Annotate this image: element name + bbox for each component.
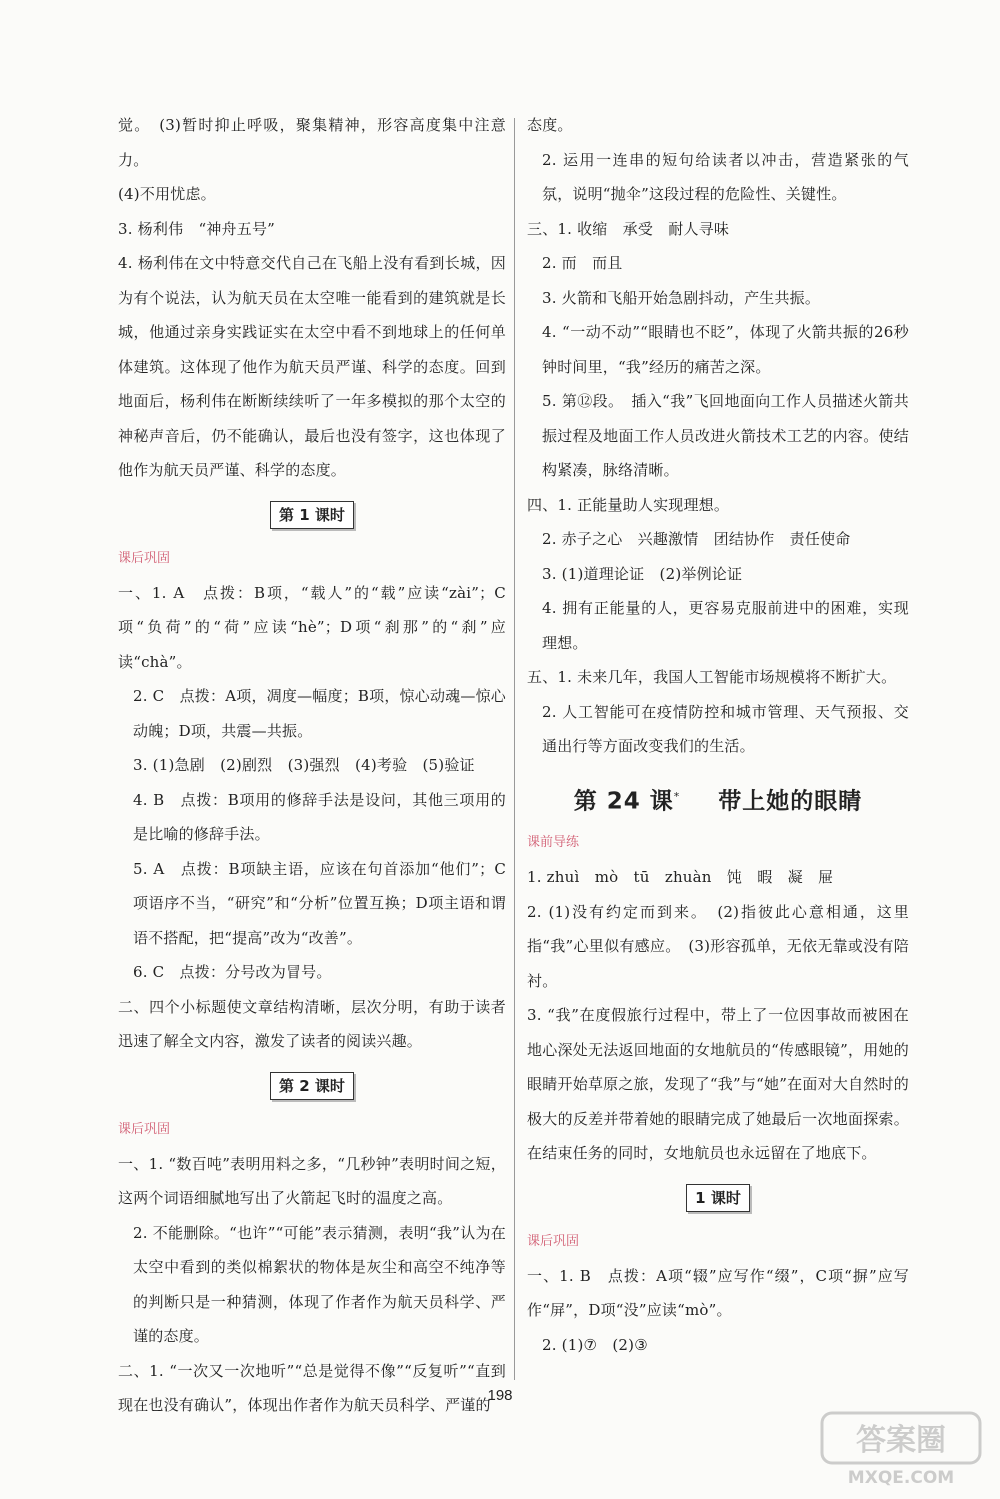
lesson-box-label: 1 课时 [686,1184,750,1212]
answer-item: 一、1. B 点拨：A项“辍”应写作“缀”，C项“摒”应写作“屏”，D项“没”应读“mò”。 [527,1266,909,1320]
lesson-heading [527,1171,909,1225]
answer-item: 4. “一动不动”“眼睛也不眨”，体现了火箭共振的26秒钟时间里，“我”经历的痛苦之深。 [542,323,909,376]
watermark-logo [820,1409,982,1489]
lesson-1-heading [118,488,506,542]
watermark-bottom: MXQE.COM [847,1468,955,1488]
answer-item: 一、1. “数百吨”表明用料之多，“几秒钟”表明时间之短，这两个词语细腻地写出了火箭起飞时的温度之高。 [118,1154,506,1207]
text-paragraph: 4. 杨利伟在文中特意交代自己在飞船上没有看到长城，因为有个说法，认为航天员在太空唯一能看到的建筑就是长城，他通过亲身实践证实在太空中看不到地球上的任何单体建筑。这体现了他作为航天员严谨、科学的态度。回到地面后，杨利伟在断断续续听了一年多模拟的那个太空的神秘声音后，仍不能确认，最后也没有签字，这也体现了他作为航天员严谨、科学的态度。 [118,254,506,479]
answer-item: 二、四个小标题使文章结构清晰，层次分明，有助于读者迅速了解全文内容，激发了读者的阅读兴趣。 [118,997,506,1050]
column-divider [514,118,515,1380]
lesson-box-label: 第 1 课时 [270,501,354,529]
answer-item: 5. 第⑫段。 插入“我”飞回地面向工作人员描述火箭共振过程及地面工作人员改进火箭技术工艺的内容。使结构紧凑，脉络清晰。 [542,392,909,479]
text-line: 态度。 [527,116,573,134]
answer-item: 6. C 点拨：分号改为冒号。 [133,963,332,981]
lesson-title: 带上她的眼睛 [718,788,863,815]
answer-item: 4. 拥有正能量的人，更容易克服前进中的困难，实现理想。 [542,599,909,652]
text-line: (4)不用忧虑。 [118,185,216,203]
answer-item: 一、1. A 点拨：B项，“载人”的“载”应读“zài”；C项“负荷”的“荷”应读“hè”；D项“刹那”的“刹”应读“chà”。 [118,583,506,671]
section-label: 课后巩固 [527,1233,580,1249]
answer-item: 3. 火箭和飞船开始急剧抖动，产生共振。 [542,288,821,307]
answer-item: 二、1. “一次又一次地听”“总是觉得不像”“反复听”“直到现在也没有确认”，体现出作者作为航天员科学、严谨的 [118,1361,506,1414]
answer-item: 3. “我”在度假旅行过程中，带上了一位因事故而被困在地心深处无法返回地面的女地航员的“传感眼镜”，用她的眼睛开始草原之旅，发现了“我”与“她”在面对大自然时的极大的反差并带着她的眼睛完成了她最后一次地面探索。在结束任务的同时，女地航员也永远留在了地底下。 [527,1006,909,1163]
answer-item: 四、1. 正能量助人实现理想。 [527,495,730,514]
section-label: 课后巩固 [118,550,171,566]
answer-item: 2. 而 而且 [542,254,623,272]
answer-item: 4. B 点拨：B项用的修辞手法是设问，其他三项用的是比喻的修辞手法。 [133,790,506,843]
right-column [527,108,909,1362]
watermark-top: 答案圈 [856,1423,946,1458]
lesson-box-label: 第 2 课时 [270,1072,354,1100]
answer-item: 3. (1)急剧 (2)剧烈 (3)强烈 (4)考验 (5)验证 [133,756,475,774]
answer-item: 1. zhuì mò tū zhuàn 饨 暇 凝 屉 [527,868,834,887]
lesson-24-title [527,778,909,821]
answer-item: 2. (1)没有约定而到来。 (2)指彼此心意相通，这里指“我”心里似有感应。 (3)形容孤单，无依无靠或没有陪衬。 [527,902,909,990]
page-number: 198 [487,1387,513,1404]
text-line: 3. 杨利伟 “神舟五号” [118,219,276,238]
answer-item: 2. 运用一连串的短句给读者以冲击，营造紧张的气氛，说明“抛伞”这段过程的危险性、关键性。 [542,150,909,203]
left-column [118,108,506,1423]
answer-item: 3. (1)道理论证 (2)举例论证 [542,564,743,583]
answer-item: 2. (1)⑦ (2)③ [542,1335,648,1354]
answer-item: 2. 人工智能可在疫情防控和城市管理、天气预报、交通出行等方面改变我们的生活。 [542,702,909,755]
answer-item: 三、1. 收缩 承受 耐人寻味 [527,219,730,238]
answer-item: 5. A 点拨：B项缺主语，应该在句首添加“他们”；C项语序不当，“研究”和“分析”位置互换；D项主语和谓语不搭配，把“提高”改为“改善”。 [133,859,506,947]
section-label: 课前导练 [527,835,580,851]
section-label: 课后巩固 [118,1121,171,1137]
answer-item: 五、1. 未来几年，我国人工智能市场规模将不断扩大。 [527,668,897,686]
lesson-number: 第 24 课 [573,788,674,815]
text-line: 觉。 (3)暂时抑止呼吸，聚集精神，形容高度集中注意力。 [118,116,506,169]
answer-item: 2. 赤子之心 兴趣激情 团结协作 责任使命 [542,530,851,548]
lesson-mark: * [673,789,681,803]
lesson-2-heading [118,1059,506,1113]
answer-item: 2. C 点拨：A项，凋度—幅度；B项，惊心动魂—惊心动魄；D项，共震—共振。 [133,687,506,740]
answer-item: 2. 不能删除。“也许”“可能”表示猜测，表明“我”认为在太空中看到的类似棉絮状的物体是灰尘和高空不纯净等的判断只是一种猜测，体现了作者作为航天员科学、严谨的态度。 [133,1223,506,1345]
